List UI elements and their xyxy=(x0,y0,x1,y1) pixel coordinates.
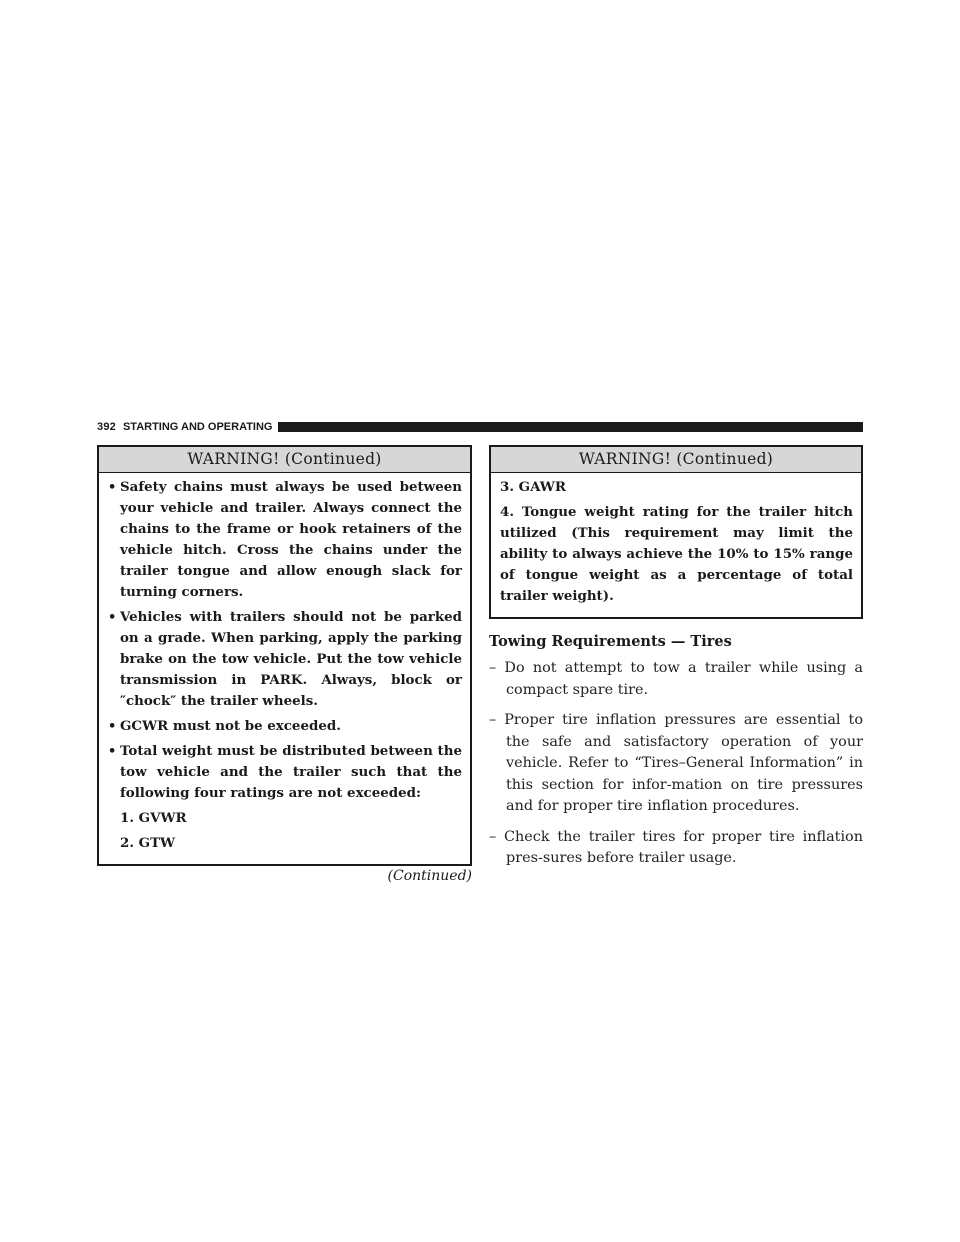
left-column xyxy=(97,445,472,884)
warning-body xyxy=(99,473,470,864)
rating-item: 4. Tongue weight rating for the trailer hitch utilized (This requirement may limit the ability to always achieve the 10% to 15% range of tongue weight as a percentage of total trailer weight). xyxy=(500,504,853,604)
rating-item: 1. GVWR xyxy=(120,810,187,826)
rating-item: 2. GTW xyxy=(120,835,176,851)
warning-bullet: • GCWR must not be exceeded. xyxy=(108,716,462,737)
bullet-icon: • xyxy=(108,744,117,759)
warning-bullet: • Safety chains must always be used between your vehicle and trailer. Always connect the chains to the frame or hook retainers of the vehicle hitch. Cross the chains under the trailer tongue and allow enough slack for turning corners. xyxy=(108,477,462,603)
list-item: – Do not attempt to tow a trailer while using a compact spare tire. xyxy=(489,660,863,698)
continued-label: (Continued) xyxy=(387,868,472,884)
section-heading: Towing Requirements — Tires xyxy=(489,633,732,650)
warning-title: WARNING! (Continued) xyxy=(99,447,470,473)
warning-bullet: • Vehicles with trailers should not be parked on a grade. When parking, apply the parking brake on the tow vehicle. Put the tow vehicle transmission in PARK. Always, block or ″chock″ the trailer wheels. xyxy=(108,607,462,712)
page-header xyxy=(97,420,863,434)
section-title: STARTING AND OPERATING xyxy=(122,421,273,433)
header-rule xyxy=(278,422,863,432)
warning-bullet: • Total weight must be distributed between the tow vehicle and the trailer such that the following four ratings are not exceeded: xyxy=(108,741,462,804)
warning-title: WARNING! (Continued) xyxy=(491,447,861,473)
warning-body xyxy=(491,473,861,617)
bullet-icon: • xyxy=(108,719,117,734)
list-item: – Check the trailer tires for proper tire inflation pres-sures before trailer usage. xyxy=(489,828,863,866)
warning-box-left xyxy=(97,445,472,866)
list-item: – Proper tire inflation pressures are essential to the safe and satisfactory operation of your vehicle. Refer to “Tires–General Information” in this section for infor-mation on tire pressures and for proper tire inflation procedures. xyxy=(489,712,863,814)
warning-box-right xyxy=(489,445,863,619)
right-column xyxy=(489,445,863,879)
bullet-icon: • xyxy=(108,610,117,625)
bullet-icon: • xyxy=(108,480,117,495)
page-number: 392 xyxy=(97,421,116,433)
rating-item: 3. GAWR xyxy=(500,479,566,495)
